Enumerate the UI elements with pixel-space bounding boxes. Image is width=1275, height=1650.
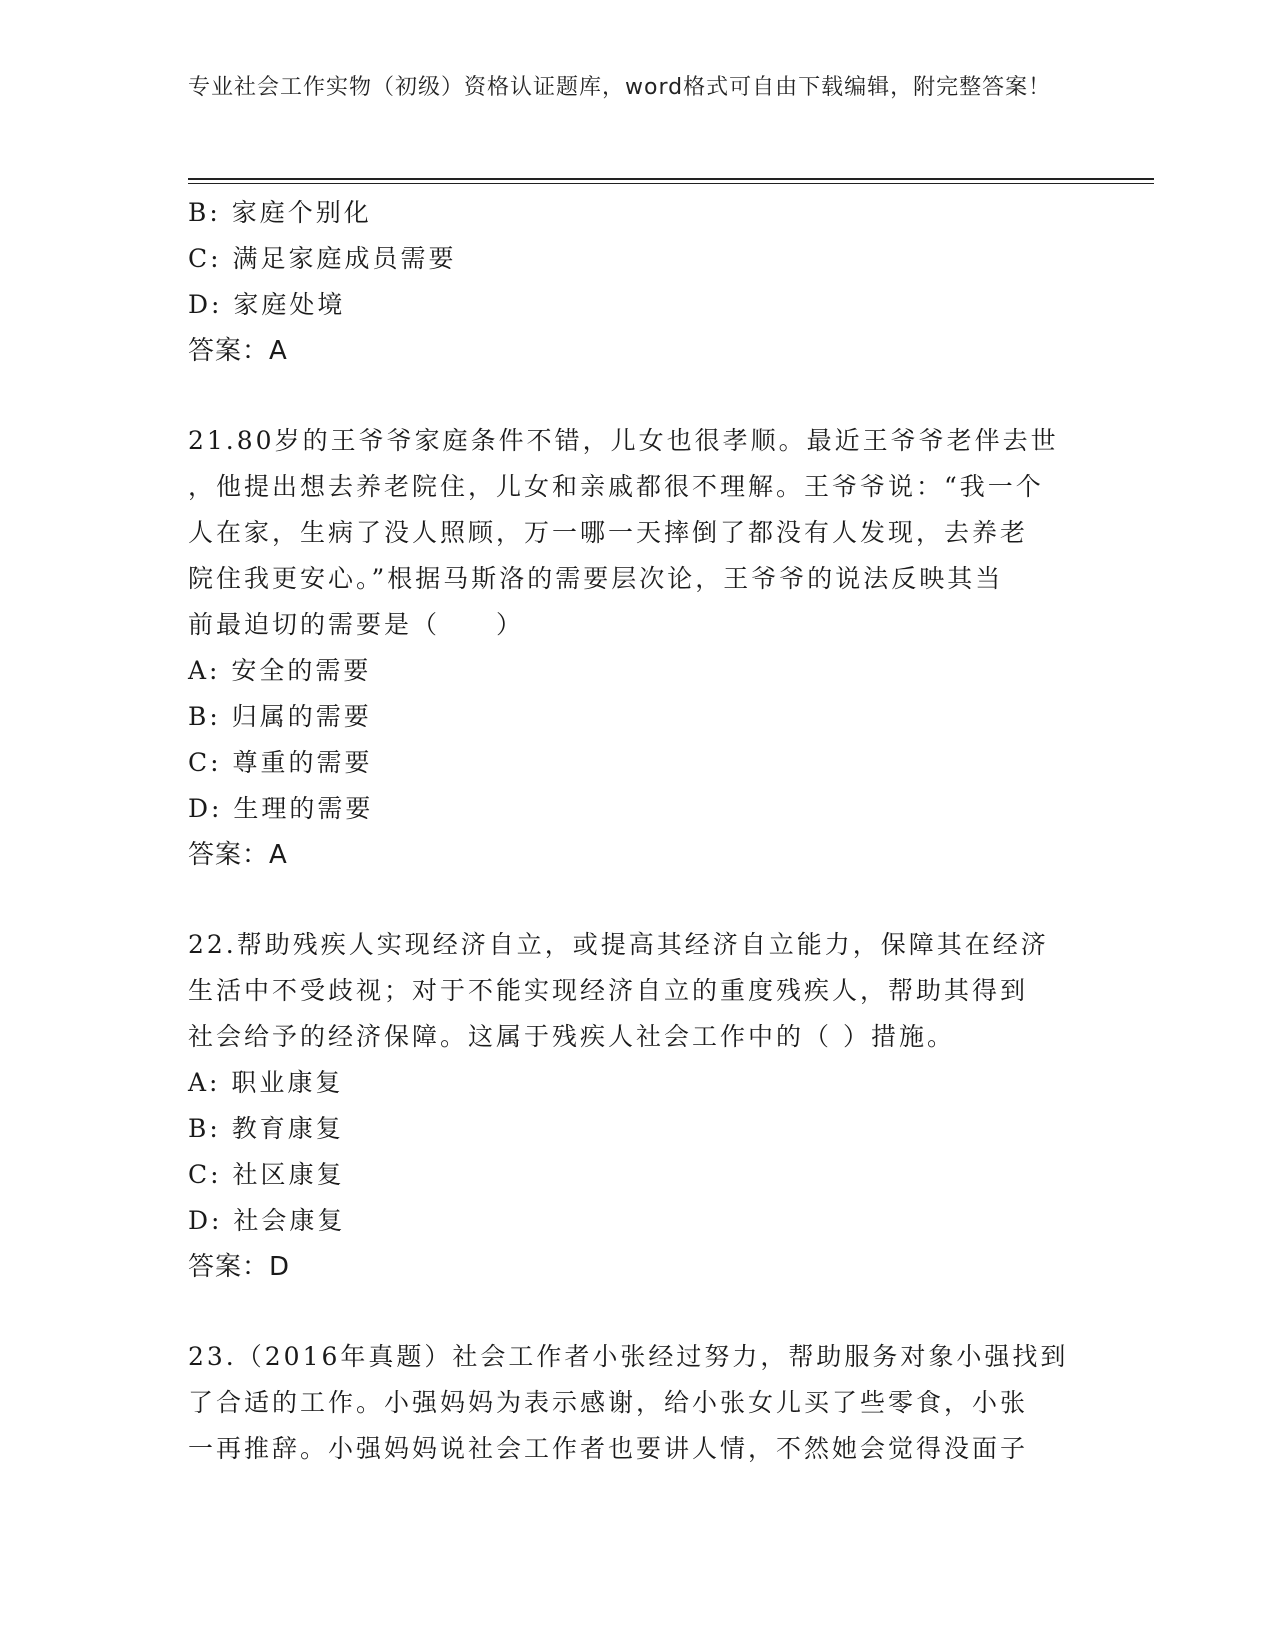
option-line: B: 归属的需要	[188, 702, 372, 731]
question-line: 院住我更安心。”根据马斯洛的需要层次论，王爷爷的说法反映其当	[188, 564, 1004, 593]
option-line: B: 家庭个别化	[188, 198, 372, 227]
option-line: D: 社会康复	[188, 1206, 346, 1235]
question-line: ，他提出想去养老院住，儿女和亲戚都很不理解。王爷爷说：“我一个	[188, 472, 1044, 501]
option-line: D: 生理的需要	[188, 794, 374, 823]
question-line: 人在家，生病了没人照顾，万一哪一天摔倒了都没有人发现，去养老	[188, 518, 1029, 547]
question-line: 生活中不受歧视；对于不能实现经济自立的重度残疾人，帮助其得到	[188, 976, 1029, 1005]
page-header: 专业社会工作实物（初级）资格认证题库，word格式可自由下载编辑，附完整答案！	[188, 75, 1052, 100]
question-line: 21.80岁的王爷爷家庭条件不错，儿女也很孝顺。最近王爷爷老伴去世	[188, 426, 1059, 455]
question-line: 社会给予的经济保障。这属于残疾人社会工作中的（ ）措施。	[188, 1022, 955, 1051]
question-line: 一再推辞。小强妈妈说社会工作者也要讲人情，不然她会觉得没面子	[188, 1434, 1029, 1463]
header-rule-thin	[188, 183, 1154, 184]
option-line: A: 安全的需要	[188, 656, 372, 685]
question-line: 前最迫切的需要是（ ）	[188, 610, 525, 639]
paragraph-gap	[188, 1290, 1088, 1334]
answer-line: 答案：D	[188, 1252, 291, 1282]
answer-line: 答案：A	[188, 840, 288, 870]
question-line: 了合适的工作。小强妈妈为表示感谢，给小张女儿买了些零食，小张	[188, 1388, 1029, 1417]
option-line: C: 尊重的需要	[188, 748, 373, 777]
paragraph-gap	[188, 374, 1088, 418]
option-line: C: 满足家庭成员需要	[188, 244, 457, 273]
option-line: A: 职业康复	[188, 1068, 344, 1097]
option-line: D: 家庭处境	[188, 290, 346, 319]
option-line: B: 教育康复	[188, 1114, 344, 1143]
paragraph-gap	[188, 878, 1088, 922]
question-content	[188, 190, 1088, 1472]
header-rule-thick	[188, 178, 1154, 180]
question-line: 23.（2016年真题）社会工作者小张经过努力，帮助服务对象小强找到	[188, 1342, 1069, 1371]
option-line: C: 社区康复	[188, 1160, 345, 1189]
answer-line: 答案：A	[188, 336, 288, 366]
question-line: 22.帮助残疾人实现经济自立，或提高其经济自立能力，保障其在经济	[188, 930, 1049, 959]
